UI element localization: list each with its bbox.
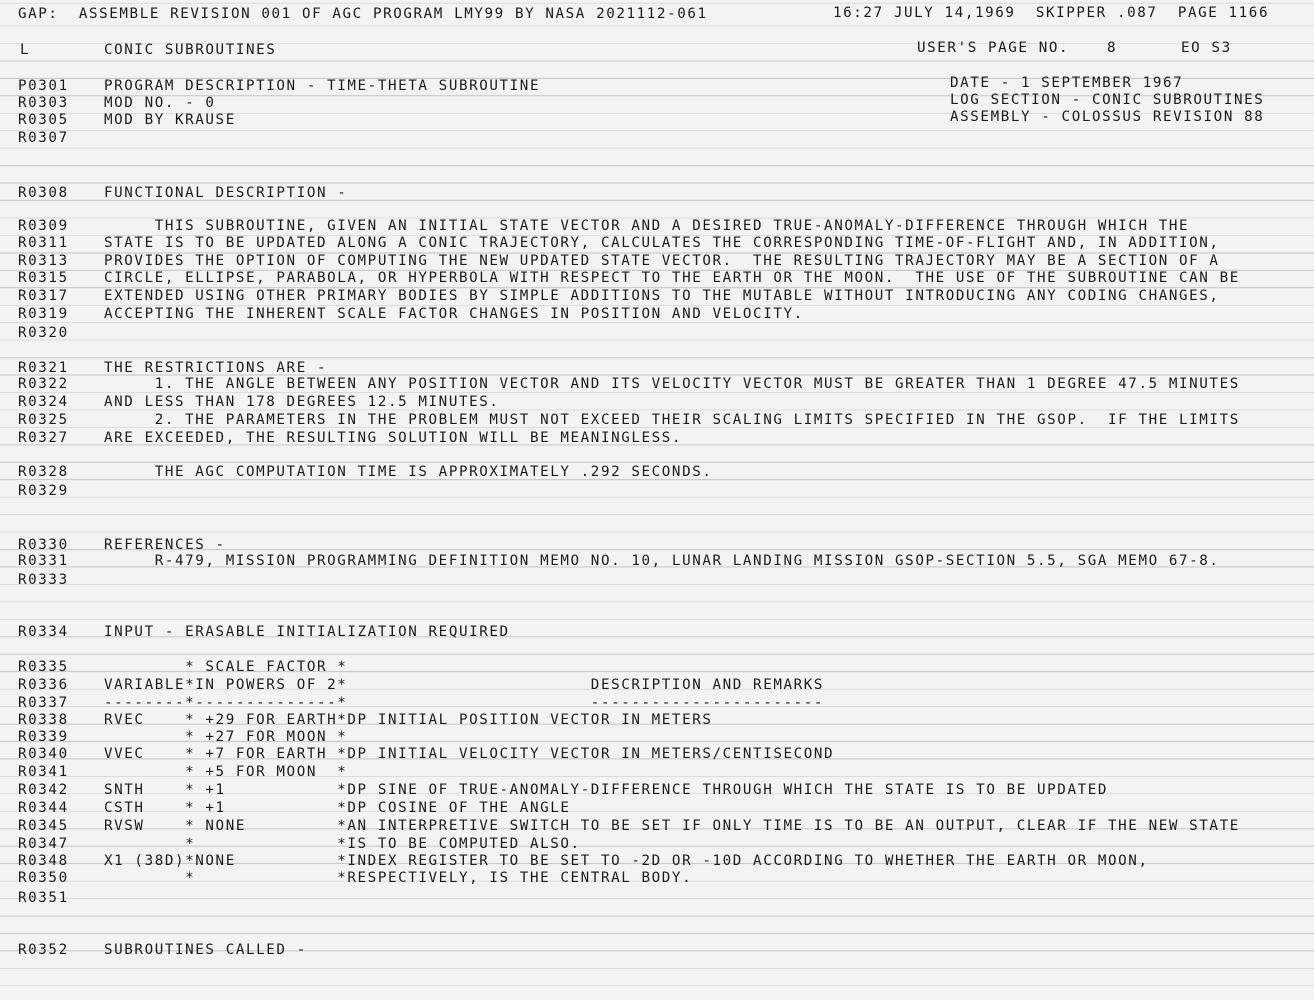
line-text: ACCEPTING THE INHERENT SCALE FACTOR CHANGES IN POSITION AND VELOCITY. [104, 306, 804, 322]
section-code: EO S3 [1181, 40, 1232, 56]
line-text: --------*--------------* ----------------------- [104, 695, 825, 711]
line-code: R0335 [18, 659, 69, 675]
line-text: MOD BY KRAUSE [104, 112, 236, 128]
line-code: P0301 [18, 78, 69, 94]
line-text: VVEC * +7 FOR EARTH *DP INITIAL VELOCITY VECTOR IN METERS/CENTISECOND [104, 746, 835, 762]
line-code: R0325 [18, 412, 69, 428]
line-code: R0303 [18, 95, 69, 111]
line-text: RVSW * NONE *AN INTERPRETIVE SWITCH TO BE SET IF ONLY TIME IS TO BE AN OUTPUT, CLEAR IF THE NEW STATE [104, 818, 1240, 834]
line-code: R0350 [18, 870, 69, 886]
line-text: SUBROUTINES CALLED - [104, 942, 307, 958]
header-right: 16:27 JULY 14,1969 SKIPPER .087 PAGE 1166 [833, 5, 1270, 21]
meta-assembly: ASSEMBLY - COLOSSUS REVISION 88 [950, 109, 1265, 125]
line-code: R0338 [18, 712, 69, 728]
user-page-label: USER'S PAGE NO. [917, 40, 1070, 56]
line-text: * +5 FOR MOON * [104, 764, 348, 780]
line-text: INPUT - ERASABLE INITIALIZATION REQUIRED [104, 624, 510, 640]
line-code: R0329 [18, 483, 69, 499]
line-code: R0321 [18, 360, 69, 376]
header-left: GAP: ASSEMBLE REVISION 001 OF AGC PROGRAM LMY99 BY NASA 2021112-061 [18, 6, 708, 22]
line-code: R0330 [18, 537, 69, 553]
line-text: CIRCLE, ELLIPSE, PARABOLA, OR HYPERBOLA WITH RESPECT TO THE EARTH OR THE MOON. THE USE OF THE SUBROUTINE CAN BE [104, 270, 1240, 286]
line-text: ARE EXCEEDED, THE RESULTING SOLUTION WILL BE MEANINGLESS. [104, 430, 683, 446]
line-code: R0328 [18, 464, 69, 480]
line-code: R0319 [18, 306, 69, 322]
line-text: RVEC * +29 FOR EARTH*DP INITIAL POSITION VECTOR IN METERS [104, 712, 713, 728]
section-title: CONIC SUBROUTINES [104, 42, 277, 58]
line-code: R0308 [18, 185, 69, 201]
line-text: SNTH * +1 *DP SINE OF TRUE-ANOMALY-DIFFERENCE THROUGH WHICH THE STATE IS TO BE UPDATED [104, 782, 1109, 798]
line-text: REFERENCES - [104, 537, 226, 553]
line-text: THE AGC COMPUTATION TIME IS APPROXIMATELY .292 SECONDS. [104, 464, 713, 480]
line-code: R0340 [18, 746, 69, 762]
line-text: * *RESPECTIVELY, IS THE CENTRAL BODY. [104, 870, 693, 886]
line-text: X1 (38D)*NONE *INDEX REGISTER TO BE SET TO -2D OR -10D ACCORDING TO WHETHER THE EARTH OR MOON, [104, 853, 1149, 869]
line-text: PROVIDES THE OPTION OF COMPUTING THE NEW UPDATED STATE VECTOR. THE RESULTING TRAJECTORY MAY BE A SECTION OF A [104, 253, 1220, 269]
line-text: * +27 FOR MOON * [104, 729, 348, 745]
line-code: R0344 [18, 800, 69, 816]
line-code: R0315 [18, 270, 69, 286]
line-code: R0311 [18, 235, 69, 251]
line-text: 1. THE ANGLE BETWEEN ANY POSITION VECTOR AND ITS VELOCITY VECTOR MUST BE GREATER THAN 1 DEGREE 47.5 MINUTES [104, 376, 1240, 392]
line-text: PROGRAM DESCRIPTION - TIME-THETA SUBROUTINE [104, 78, 541, 94]
line-text: * *IS TO BE COMPUTED ALSO. [104, 836, 581, 852]
line-text: * SCALE FACTOR * [104, 659, 348, 675]
line-code: R0305 [18, 112, 69, 128]
line-text: EXTENDED USING OTHER PRIMARY BODIES BY SIMPLE ADDITIONS TO THE MUTABLE WITHOUT INTRODUCING ANY CODING CHANGES, [104, 288, 1220, 304]
line-text: 2. THE PARAMETERS IN THE PROBLEM MUST NOT EXCEED THEIR SCALING LIMITS SPECIFIED IN THE GSOP. IF THE LIMITS [104, 412, 1240, 428]
section-flag: L [20, 42, 31, 58]
line-text: CSTH * +1 *DP COSINE OF THE ANGLE [104, 800, 571, 816]
line-code: R0348 [18, 853, 69, 869]
line-text: STATE IS TO BE UPDATED ALONG A CONIC TRAJECTORY, CALCULATES THE CORRESPONDING TIME-OF-FLIGHT AND, IN ADDITION, [104, 235, 1220, 251]
line-code: R0351 [18, 890, 69, 906]
user-page-number: 8 [1107, 40, 1118, 56]
meta-date: DATE - 1 SEPTEMBER 1967 [950, 75, 1184, 91]
line-code: R0309 [18, 218, 69, 234]
line-code: R0341 [18, 764, 69, 780]
line-text: AND LESS THAN 178 DEGREES 12.5 MINUTES. [104, 394, 500, 410]
line-code: R0336 [18, 677, 69, 693]
line-code: R0331 [18, 553, 69, 569]
line-code: R0342 [18, 782, 69, 798]
line-text: MOD NO. - 0 [104, 95, 216, 111]
line-text: VARIABLE*IN POWERS OF 2* DESCRIPTION AND REMARKS [104, 677, 825, 693]
meta-log-section: LOG SECTION - CONIC SUBROUTINES [950, 92, 1265, 108]
line-code: R0337 [18, 695, 69, 711]
line-code: R0327 [18, 430, 69, 446]
line-code: R0322 [18, 376, 69, 392]
line-code: R0320 [18, 325, 69, 341]
line-code: R0307 [18, 130, 69, 146]
line-code: R0352 [18, 942, 69, 958]
line-code: R0345 [18, 818, 69, 834]
line-code: R0347 [18, 836, 69, 852]
line-text: THE RESTRICTIONS ARE - [104, 360, 328, 376]
line-code: R0313 [18, 253, 69, 269]
line-code: R0339 [18, 729, 69, 745]
line-text: THIS SUBROUTINE, GIVEN AN INITIAL STATE VECTOR AND A DESIRED TRUE-ANOMALY-DIFFERENCE THROUGH WHICH THE [104, 218, 1190, 234]
line-text: FUNCTIONAL DESCRIPTION - [104, 185, 348, 201]
line-code: R0324 [18, 394, 69, 410]
line-text: R-479, MISSION PROGRAMMING DEFINITION MEMO NO. 10, LUNAR LANDING MISSION GSOP-SECTION 5.5, SGA MEMO 67-8. [104, 553, 1220, 569]
line-code: R0317 [18, 288, 69, 304]
line-code: R0333 [18, 572, 69, 588]
line-code: R0334 [18, 624, 69, 640]
